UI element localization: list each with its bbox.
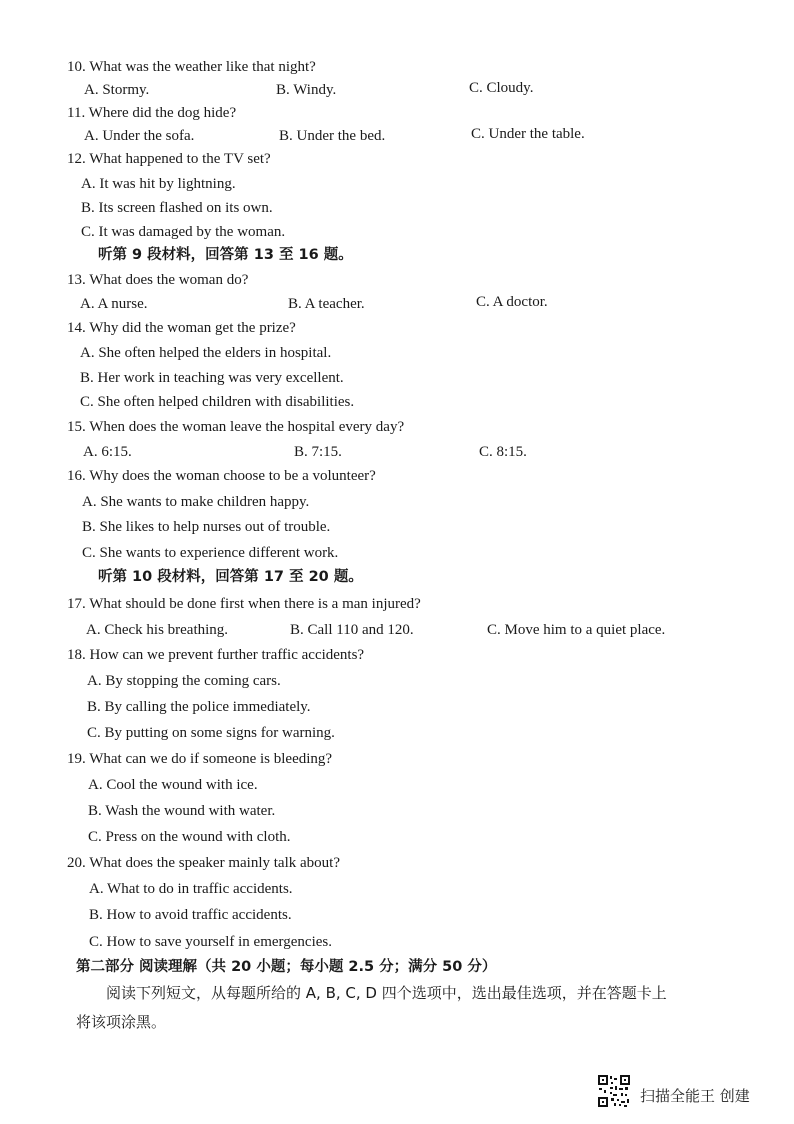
question-stem: 18. How can we prevent further traffic accidents? xyxy=(67,647,365,663)
option-a: A. She often helped the elders in hospital. xyxy=(80,345,332,361)
question-stem: 16. Why does the woman choose to be a volunteer? xyxy=(67,468,376,484)
directions-text: 阅读下列短文，从每题所给的 A, B, C, D 四个选项中，选出最佳选项，并在答题卡上 xyxy=(106,984,667,1002)
question-stem: 12. What happened to the TV set? xyxy=(67,151,271,167)
question-stem: 15. When does the woman leave the hospital every day? xyxy=(67,419,405,435)
question-stem: 17. What should be done first when there is a man injured? xyxy=(67,596,421,612)
option-b: B. How to avoid traffic accidents. xyxy=(89,907,292,923)
option-a: A. By stopping the coming cars. xyxy=(87,673,281,689)
question-stem: 20. What does the speaker mainly talk about? xyxy=(67,855,340,871)
option-a: A. It was hit by lightning. xyxy=(81,176,236,192)
option-b: B. By calling the police immediately. xyxy=(87,699,311,715)
option-c: C. She wants to experience different work. xyxy=(82,545,339,561)
question-stem: 13. What does the woman do? xyxy=(67,272,249,288)
listening-instruction: 听第 9 段材料，回答第 13 至 16 题。 xyxy=(98,247,353,263)
question-stem: 14. Why did the woman get the prize? xyxy=(67,320,296,336)
option-c: C. 8:15. xyxy=(479,444,527,460)
option-c: C. She often helped children with disabilities. xyxy=(80,394,355,410)
question-stem: 11. Where did the dog hide? xyxy=(67,105,237,121)
question-stem: 19. What can we do if someone is bleeding? xyxy=(67,751,333,767)
section-heading: 第二部分 阅读理解（共 20 小题；每小题 2.5 分；满分 50 分） xyxy=(76,959,497,975)
option-a: A. Under the sofa. xyxy=(84,128,195,144)
option-b: B. She likes to help nurses out of trouble. xyxy=(82,519,331,535)
option-c: C. A doctor. xyxy=(476,294,548,310)
option-b: B. Her work in teaching was very excellent. xyxy=(80,370,344,386)
qr-code-icon xyxy=(597,1074,631,1108)
listening-instruction: 听第 10 段材料，回答第 17 至 20 题。 xyxy=(98,569,363,585)
option-c: C. Press on the wound with cloth. xyxy=(88,829,291,845)
question-stem: 10. What was the weather like that night? xyxy=(67,59,316,75)
option-a: A. Check his breathing. xyxy=(86,622,229,638)
scanner-watermark-label: 扫描全能王 创建 xyxy=(640,1087,750,1105)
option-c: C. How to save yourself in emergencies. xyxy=(89,934,332,950)
option-b: B. Call 110 and 120. xyxy=(290,622,414,638)
option-a: A. Stormy. xyxy=(84,82,150,98)
option-c: C. Move him to a quiet place. xyxy=(487,622,666,638)
option-b: B. Wash the wound with water. xyxy=(88,803,276,819)
option-a: A. What to do in traffic accidents. xyxy=(89,881,293,897)
option-b: B. Windy. xyxy=(276,82,337,98)
option-a: A. A nurse. xyxy=(80,296,148,312)
option-b: B. 7:15. xyxy=(294,444,342,460)
option-b: B. A teacher. xyxy=(288,296,365,312)
option-a: A. Cool the wound with ice. xyxy=(88,777,258,793)
option-c: C. It was damaged by the woman. xyxy=(81,224,286,240)
option-b: B. Under the bed. xyxy=(279,128,386,144)
option-a: A. She wants to make children happy. xyxy=(82,494,310,510)
option-b: B. Its screen flashed on its own. xyxy=(81,200,273,216)
directions-text: 将该项涂黑。 xyxy=(76,1013,167,1031)
option-a: A. 6:15. xyxy=(83,444,132,460)
option-c: C. Under the table. xyxy=(471,126,585,142)
option-c: C. Cloudy. xyxy=(469,80,534,96)
option-c: C. By putting on some signs for warning. xyxy=(87,725,335,741)
